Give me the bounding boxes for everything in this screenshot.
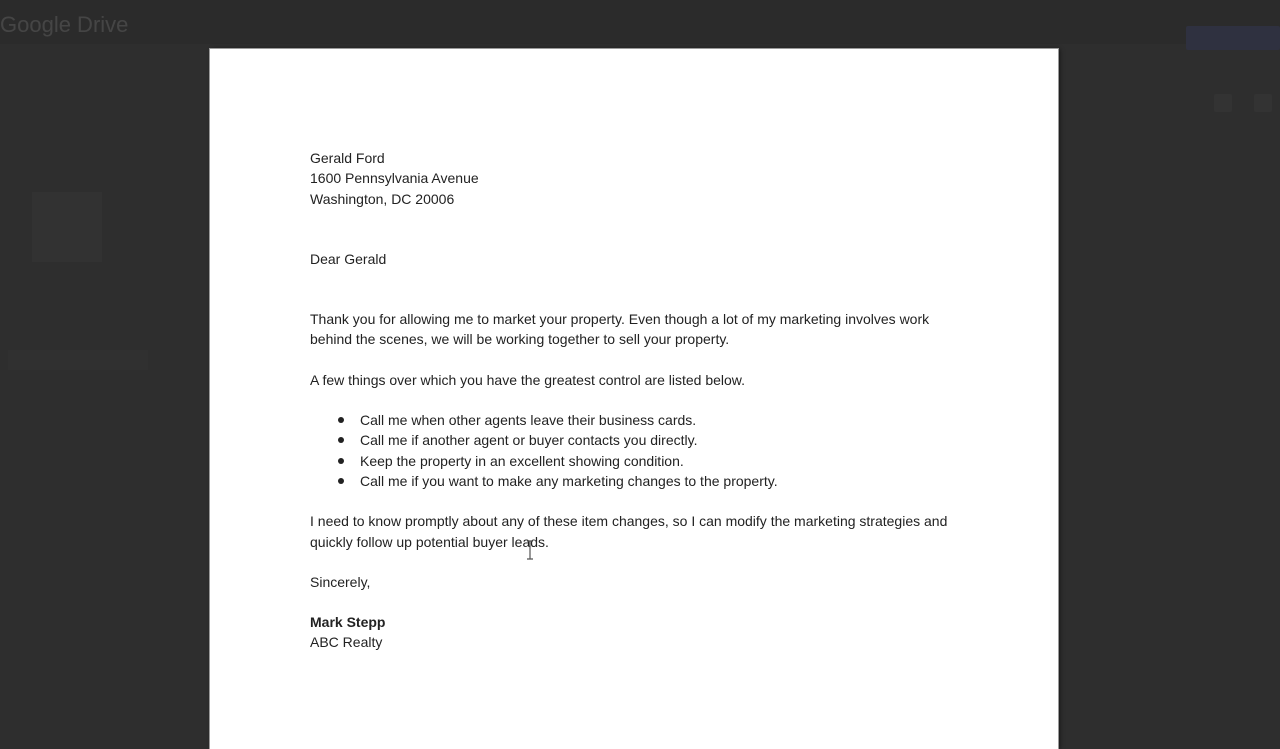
- dimmed-sidebar-label: [8, 350, 148, 370]
- recipient-street: 1600 Pennsylvania Avenue: [310, 168, 970, 188]
- bullet-icon: [338, 417, 344, 423]
- dimmed-thumbnail: [32, 192, 102, 262]
- paragraph-list-intro: A few things over which you have the greatest control are listed below.: [310, 370, 970, 390]
- dimmed-toolbar-icon: [1214, 94, 1232, 112]
- dimmed-share-button: [1186, 26, 1280, 50]
- dimmed-toolbar-icon: [1254, 94, 1272, 112]
- text-cursor-icon: [526, 540, 534, 560]
- dimmed-document-title: [0, 92, 230, 114]
- sign-off: Sincerely,: [310, 572, 970, 592]
- bullet-icon: [338, 458, 344, 464]
- recipient-city: Washington, DC 20006: [310, 189, 970, 209]
- list-item: Call me when other agents leave their business cards.: [310, 410, 970, 430]
- app-logo: Google Drive: [0, 12, 200, 38]
- list-item: Call me if you want to make any marketing changes to the property.: [310, 471, 970, 491]
- letter-body: [310, 148, 970, 653]
- document-preview-page[interactable]: [210, 49, 1058, 749]
- bullet-list: [310, 410, 970, 491]
- sender-company: ABC Realty: [310, 632, 970, 652]
- paragraph-intro: Thank you for allowing me to market your property. Even though a lot of my marketing involves work behind the scenes, we will be working together to sell your property.: [310, 309, 970, 350]
- list-item: Keep the property in an excellent showing condition.: [310, 451, 970, 471]
- bullet-icon: [338, 437, 344, 443]
- dimmed-top-bar: [0, 0, 1280, 44]
- list-item: Call me if another agent or buyer contacts you directly.: [310, 430, 970, 450]
- salutation: Dear Gerald: [310, 249, 970, 269]
- paragraph-closing: I need to know promptly about any of these item changes, so I can modify the marketing strategies and quickly follow up potential buyer leads.: [310, 511, 970, 552]
- recipient-name: Gerald Ford: [310, 148, 970, 168]
- sender-name: Mark Stepp: [310, 612, 970, 632]
- bullet-icon: [338, 478, 344, 484]
